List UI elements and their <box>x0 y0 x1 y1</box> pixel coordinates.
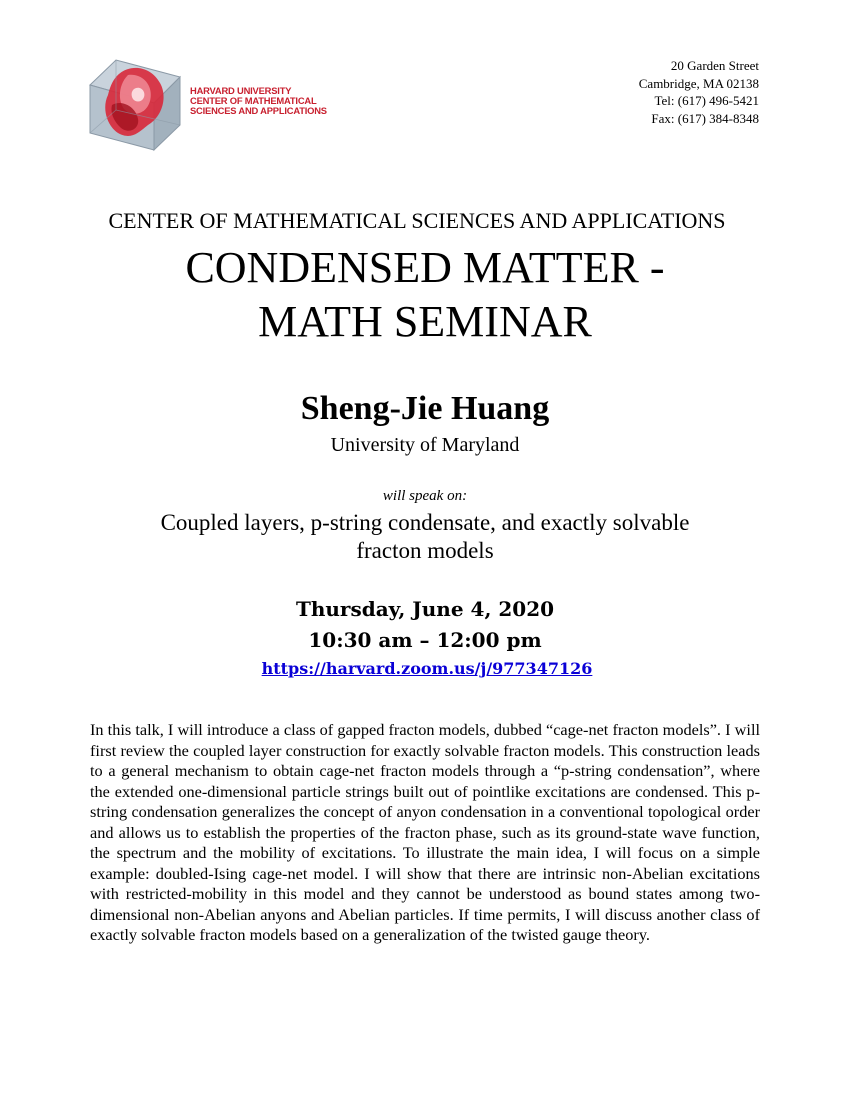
address-tel: Tel: (617) 496-5421 <box>654 93 759 108</box>
harvard-cmsa-logo <box>88 55 327 155</box>
logo-line-center: CENTER OF MATHEMATICAL <box>190 95 317 106</box>
event-time: 10:30 am – 12:00 pm <box>308 628 542 652</box>
logo-line-university: HARVARD UNIVERSITY <box>190 85 292 96</box>
address-street: 20 Garden Street <box>670 58 759 73</box>
center-name: CENTER OF MATHEMATICAL SCIENCES AND APPLICATIONS <box>108 208 726 233</box>
talk-title-line2: fracton models <box>356 538 494 563</box>
abstract-paragraph: In this talk, I will introduce a class of gapped fracton models, dubbed “cage-net fracton models”. I will first review the coupled layer construction for exactly solvable fracton models. This construction leads to a general mechanism to obtain cage-net fracton models through a “p-string condensation”, where the extended one-dimensional particle strings built out of pointlike excitations are condensed. This p-string condensation generalizes the concept of anyon condensation in a conventional topological order and allows us to establish the properties of the fracton phase, such as its ground-state wave function, the spectrum and the mobility of excitations. To illustrate the main idea, I will focus on a simple example: doubled-Ising cage-net model. I will show that there are intrinsic non-Abelian excitations with restricted-mobility in this model and they cannot be understood as bound states among two-dimensional non-Abelian anyons and Abelian particles. If time permits, I will discuss another class of exactly solvable fracton models based on a generalization of the twisted gauge theory. <box>90 720 760 944</box>
address-city: Cambridge, MA 02138 <box>638 75 759 91</box>
will-speak-on: will speak on: <box>382 488 468 504</box>
seminar-title-line1: CONDENSED MATTER - <box>185 243 665 292</box>
seminar-title <box>0 241 850 349</box>
seminar-title-line2: MATH SEMINAR <box>258 297 592 346</box>
address-block <box>639 57 759 127</box>
event-date: Thursday, June 4, 2020 <box>295 597 555 621</box>
harvard-cmsa-cube-logo-icon <box>88 55 188 155</box>
talk-title <box>100 509 750 565</box>
talk-title-line1: Coupled layers, p-string condensate, and exactly solvable <box>160 510 690 535</box>
logo-wordmark <box>190 86 327 116</box>
speaker-affiliation: University of Maryland <box>330 434 520 456</box>
address-fax: Fax: (617) 384-8348 <box>651 110 759 126</box>
speaker-name: Sheng-Jie Huang <box>300 390 550 427</box>
zoom-link[interactable]: https://harvard.zoom.us/j/977347126 <box>261 659 593 678</box>
logo-line-sciences: SCIENCES AND APPLICATIONS <box>190 105 327 116</box>
